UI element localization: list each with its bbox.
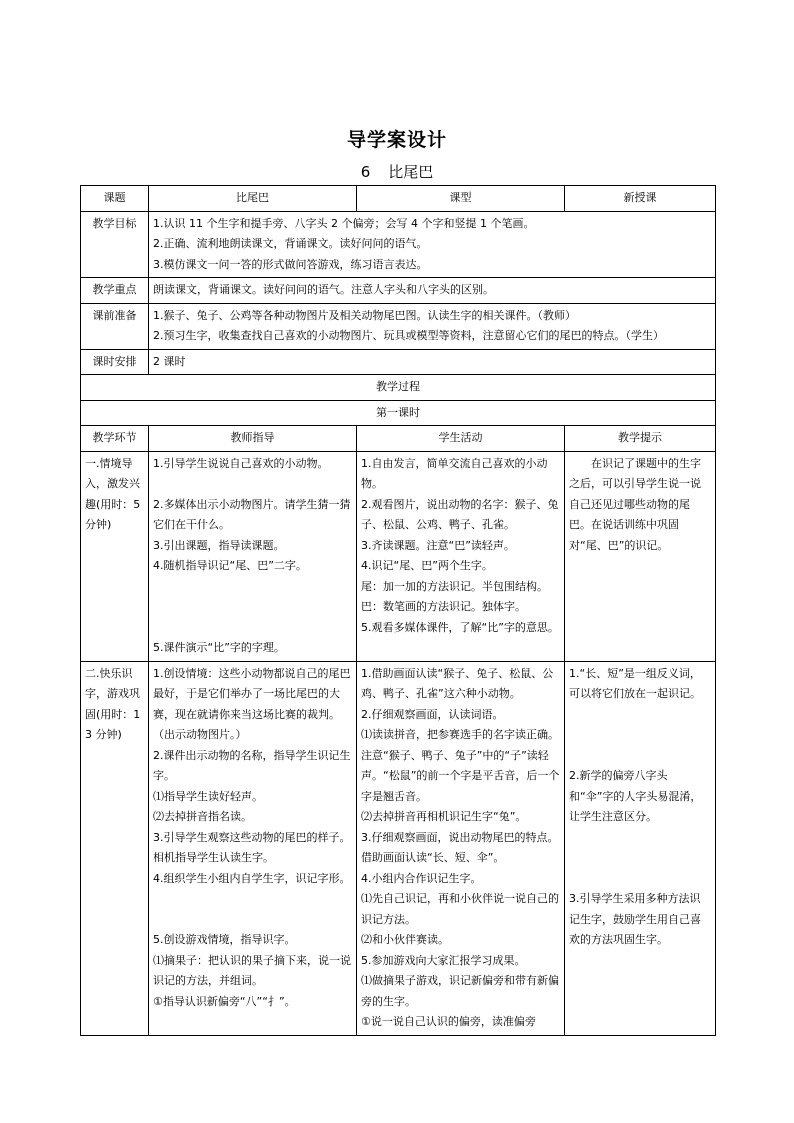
- lesson-plan-table: [80, 185, 716, 1036]
- tip-text: 在识记了课题中的生字之后，可以引导学生说一说自己还见过哪些动物的尾巴。在说话训练中巩固对“尾、巴”的识记。: [569, 456, 701, 552]
- teacher-step: 3.引导学生观察这些动物的尾巴的样子。相机指导学生认读生字。: [153, 830, 351, 864]
- student-step: 4.小组内合作识记生字。: [361, 871, 482, 885]
- stage-1-name: 一.情境导入，激发兴趣(用时：5 分钟): [81, 451, 149, 661]
- key-points-label: 教学重点: [81, 278, 149, 304]
- student-step: 2.观看图片，说出动物的名字：猴子、兔子、松鼠、公鸡、鸭子、孔雀。: [361, 497, 559, 531]
- student-step: 2.仔细观察画面，认读词语。: [361, 707, 504, 721]
- column-header-student: 学生活动: [357, 426, 565, 452]
- teacher-step: 4.随机指导识记“尾、巴”二字。: [153, 559, 307, 572]
- column-header-teacher: 教师指导: [149, 426, 357, 452]
- row-hours: [81, 349, 716, 375]
- column-header-stage: 教学环节: [81, 426, 149, 452]
- column-header-tips: 教学提示: [565, 426, 716, 452]
- goals-cell: [149, 211, 716, 278]
- student-step: 5.参加游戏向大家汇报学习成果。: [361, 953, 526, 967]
- teacher-step: 2.多媒体出示小动物图片。请学生猜一猜它们在干什么。: [153, 497, 351, 531]
- goal-item: 1.认识 11 个生字和提手旁、八字头 2 个偏旁；会写 4 个字和竖提 1 个笔画。: [153, 216, 535, 230]
- goal-item: 3.模仿课文一问一答的形式做问答游戏，练习语言表达。: [153, 257, 428, 271]
- row-topic: [81, 186, 716, 212]
- teacher-step: ⑴指导学生读好轻声。: [153, 789, 263, 803]
- type-value: 新授课: [565, 186, 716, 212]
- topic-label: 课题: [81, 186, 149, 212]
- hours-value: 2 课时: [149, 349, 716, 375]
- stage-1-teacher: [149, 451, 357, 661]
- tip-text: 2.新学的偏旁八字头和“伞”字的人字头易混淆，让学生注意区分。: [569, 769, 702, 823]
- goal-item: 2.正确、流利地朗读课文，背诵课文。读好问问的语气。: [153, 237, 428, 250]
- first-lesson-header: 第一课时: [81, 400, 716, 426]
- teacher-step: 2.课件出示动物的名称，指导学生识记生字。: [153, 748, 351, 782]
- student-step: ⑴先自己识记，再和小伙伴说一说自己的识记方法。: [361, 892, 559, 926]
- goals-label: 教学目标: [81, 211, 149, 278]
- prep-item: 1.猴子、兔子、公鸡等各种动物图片及相关动物尾巴图。认读生字的相关课件。（教师）: [153, 308, 576, 322]
- student-step: 3.仔细观察画面，说出动物尾巴的特点。借助画面认读“长、短、伞”。: [361, 830, 559, 864]
- row-stage-2: [81, 661, 716, 1035]
- lesson-name: 比尾巴: [388, 163, 434, 181]
- page-title: 导学案设计: [346, 129, 447, 151]
- teacher-step: 4.组织学生小组内自学生字，识记字形。: [153, 871, 351, 885]
- row-process-header: [81, 375, 716, 401]
- student-step: ⑵和小伙伴赛读。: [361, 933, 449, 946]
- teacher-step: ①指导认识新偏旁“八”“扌”。: [153, 994, 296, 1008]
- teacher-step: 1.引导学生说说自己喜欢的小动物。: [153, 456, 329, 470]
- student-step: ⑴做摘果子游戏，识记新偏旁和带有新偏旁的生字。: [361, 974, 559, 1008]
- type-label: 课型: [357, 186, 565, 212]
- teacher-step: 1.创设情境：这些小动物都说自己的尾巴最好，于是它们举办了一场比尾巴的大赛，现在就请你来当这场比赛的裁判。（出示动物图片。）: [153, 666, 351, 741]
- student-step: ①说一说自己认识的偏旁，读准偏旁: [361, 1015, 536, 1028]
- key-points-value: 朗读课文，背诵课文。读好问问的语气。注意人字头和八字头的区别。: [149, 278, 716, 304]
- tip-text: 3.引导学生采用多种方法识记生字，鼓励学生用自己喜欢的方法巩固生字。: [569, 892, 701, 946]
- stage-1-student: [357, 451, 565, 661]
- stage-1-tip: [565, 451, 716, 661]
- row-key-points: [81, 278, 716, 304]
- hours-label: 课时安排: [81, 349, 149, 375]
- student-step: 4.识记“尾、巴”两个生字。: [361, 559, 493, 572]
- student-step: ⑴读读拼音，把参赛选手的名字读正确。注意“猴子、鸭子、兔子”中的“子”读轻声。“松鼠”的前一个字是平舌音，后一个字是翘舌音。: [361, 728, 560, 803]
- process-header: 教学过程: [81, 375, 716, 401]
- prep-item: 2.预习生字，收集查找自己喜欢的小动物图片、玩具或模型等资料，注意留心它们的尾巴的特点。（学生）: [153, 329, 664, 342]
- topic-value: 比尾巴: [149, 186, 357, 212]
- stage-2-tips: [565, 661, 716, 1035]
- teacher-step: ⑴摘果子：把认识的果子摘下来，说一说识记的方法，并组词。: [153, 953, 351, 987]
- stage-2-teacher: [149, 661, 357, 1035]
- lesson-number: 6: [360, 163, 371, 181]
- teacher-step: 5.创设游戏情境，指导识字。: [153, 933, 296, 946]
- prep-label: 课前准备: [81, 303, 149, 349]
- student-step: 尾：加一加的方法识记。半包围结构。: [361, 579, 548, 593]
- stage-2-student: [357, 661, 565, 1035]
- stage-2-name: 二.快乐识字，游戏巩固(用时：13 分钟): [81, 661, 149, 1035]
- lesson-title: [0, 161, 794, 182]
- row-column-headers: [81, 426, 716, 452]
- student-step: 1.借助画面认读“猴子、兔子、松鼠、公鸡、鸭子、孔雀”这六种小动物。: [361, 666, 554, 700]
- row-prep: [81, 303, 716, 349]
- teacher-step: 5.课件演示“比”字的字理。: [153, 641, 285, 654]
- prep-cell: [149, 303, 716, 349]
- student-step: 3.齐读课题。注意“巴”读轻声。: [361, 538, 515, 552]
- row-goals: [81, 211, 716, 278]
- row-stage-1: [81, 451, 716, 661]
- student-step: 巴：数笔画的方法识记。独体字。: [361, 600, 526, 613]
- student-step: ⑵去掉拼音再相机识记生字“兔”。: [361, 810, 527, 823]
- teacher-step: ⑵去掉拼音指名读。: [153, 810, 252, 823]
- student-step: 5.观看多媒体课件，了解“比”字的意思。: [361, 620, 559, 634]
- tip-text: 1.“长、短”是一组反义词，可以将它们放在一起识记。: [569, 666, 701, 700]
- student-step: 1.自由发言，简单交流自己喜欢的小动物。: [361, 456, 548, 490]
- row-first-lesson-header: [81, 400, 716, 426]
- teacher-step: 3.引出课题，指导读课题。: [153, 538, 285, 552]
